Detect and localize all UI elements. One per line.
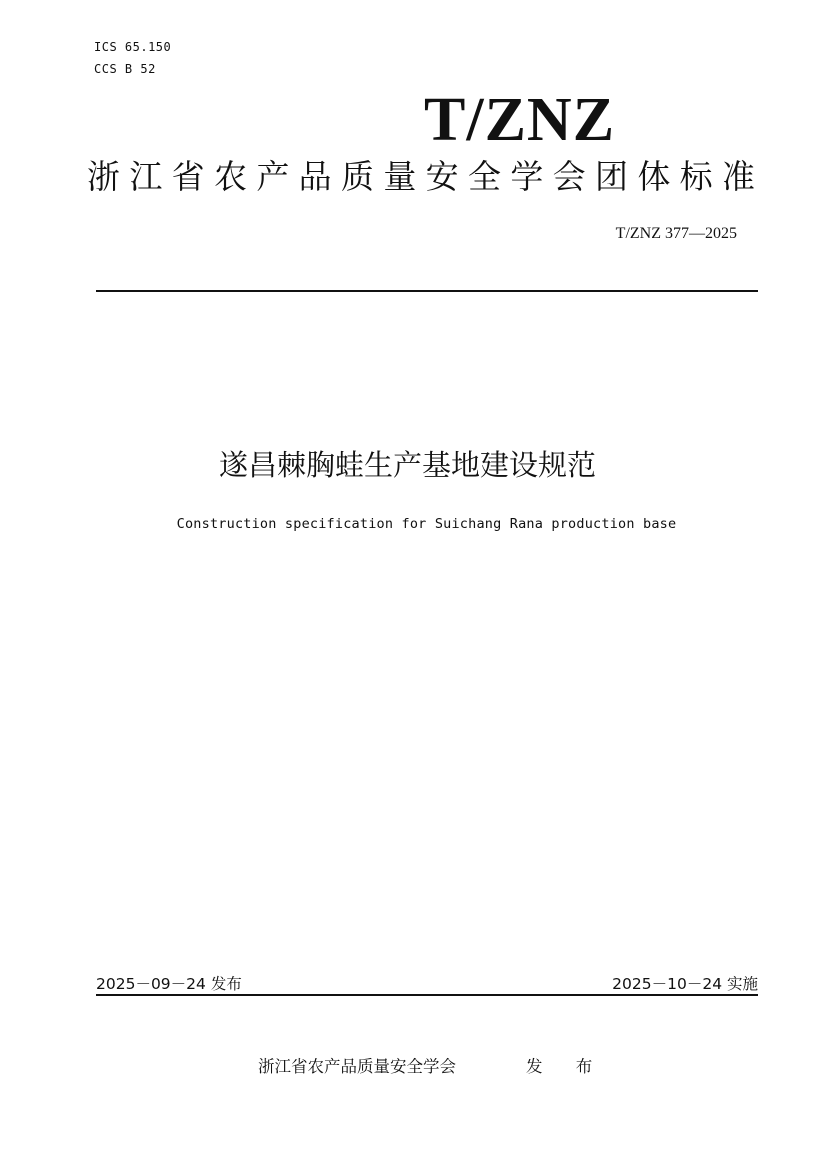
standard-logo: T/ZNZ [424, 86, 616, 154]
organization-standard-title: 浙江省农产品质量安全学会团体标准 [87, 157, 755, 196]
standard-number: T/ZNZ 377—2025 [615, 225, 737, 242]
issue-date: 2025－09－24 发布 [96, 975, 242, 993]
ccs-code: CCS B 52 [94, 62, 156, 76]
bottom-divider [96, 994, 758, 996]
top-divider [96, 290, 758, 292]
effective-date: 2025－10－24 实施 [612, 975, 758, 993]
publish-label: 发 布 [526, 1057, 607, 1076]
publisher-name: 浙江省农产品质量安全学会 [258, 1057, 456, 1076]
document-title: 遂昌棘胸蛙生产基地建设规范 [218, 448, 596, 482]
ics-code: ICS 65.150 [94, 40, 172, 54]
document-english-title: Construction specification for Suichang Rana production base [176, 516, 677, 532]
